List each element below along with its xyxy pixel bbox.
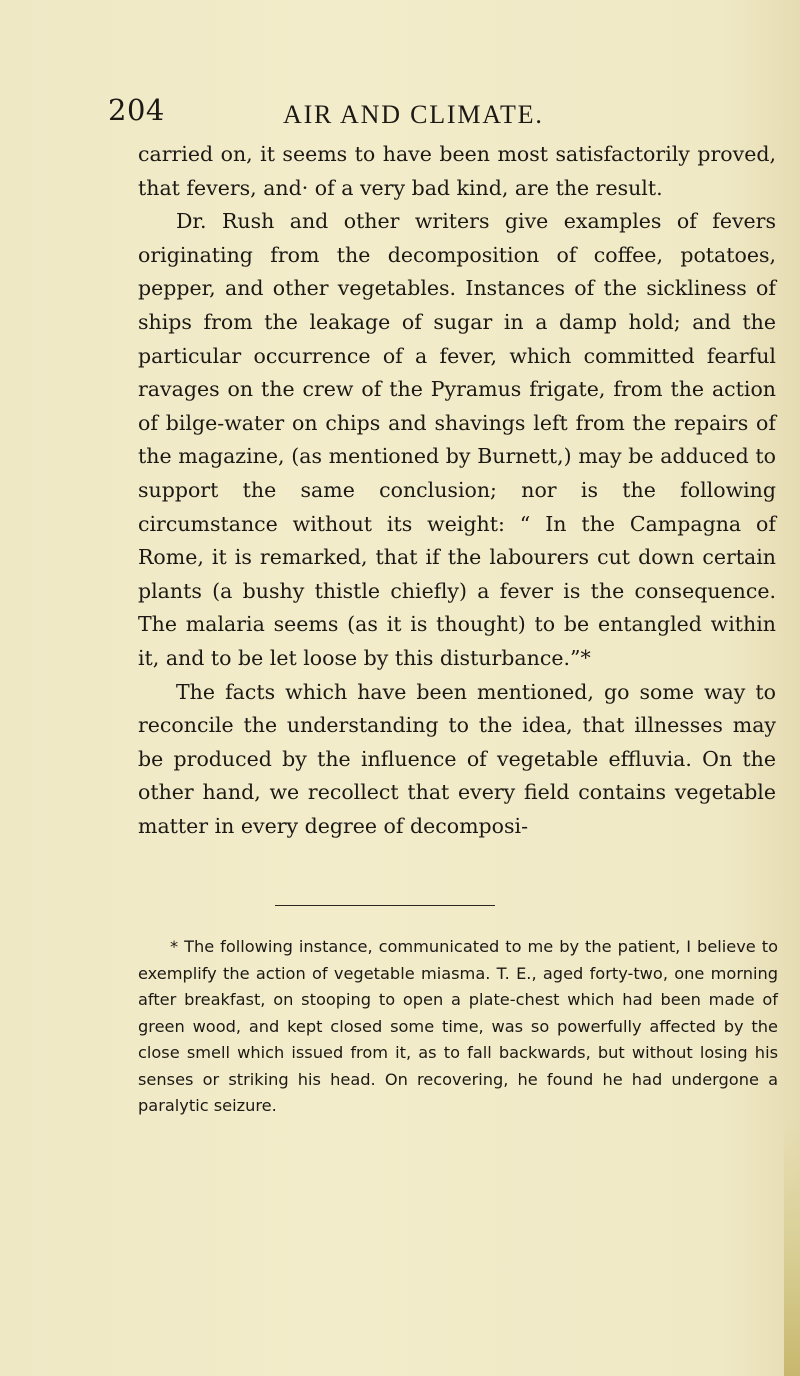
footnote-text: * The following instance, communicated to me by the patient, I believe to exemplify the action of vegetable miasma. T. E., aged forty-two, one morning after breakfast, on stooping to open a plate-chest which had been made of green wood, and kept closed some time, was so powerfully affected by the close smell which issued from it, as to fall backwards, but without losing his senses or striking his head. On recovering, he found he had undergone a paralytic seizure. [138, 937, 778, 1115]
paragraph-facts: The facts which have been mentioned, go some way to reconcile the understanding to the idea, that illnesses may be produced by the influence of vegetable effluvia. On the other hand, we recollect that every field contains vegetable matter in every degree of decomposi- [138, 679, 776, 838]
footnote-divider [275, 905, 495, 906]
page-edge-shading [784, 1120, 800, 1376]
main-text [138, 138, 776, 843]
footnote [138, 934, 778, 1120]
running-title: AIR AND CLIMATE. [283, 100, 544, 129]
paragraph-rush: Dr. Rush and other writers give examples of fevers originating from the decomposition of coffee, potatoes, pepper, and other vegetables. Instances of the sickliness of ships from the leakage of sugar in a damp hold; and the particular occurrence of a fever, which committed fearful ravages on the crew of the Pyramus frigate, from the action of bilge-water on chips and shavings left from the repairs of the magazine, (as mentioned by Burnett,) may be adduced to support the same conclusion; nor is the following circumstance without its weight: “ In the Campagna of Rome, it is remarked, that if the labourers cut down certain plants (a bushy thistle chiefly) a fever is the consequence. The malaria seems (as it is thought) to be entangled within it, and to be let loose by this disturbance.”* [138, 209, 776, 670]
page-header [108, 92, 668, 136]
page-number: 204 [108, 93, 165, 127]
paragraph-continued: carried on, it seems to have been most satisfactorily proved, that fevers, and· of a very bad kind, are the result. [138, 142, 776, 200]
